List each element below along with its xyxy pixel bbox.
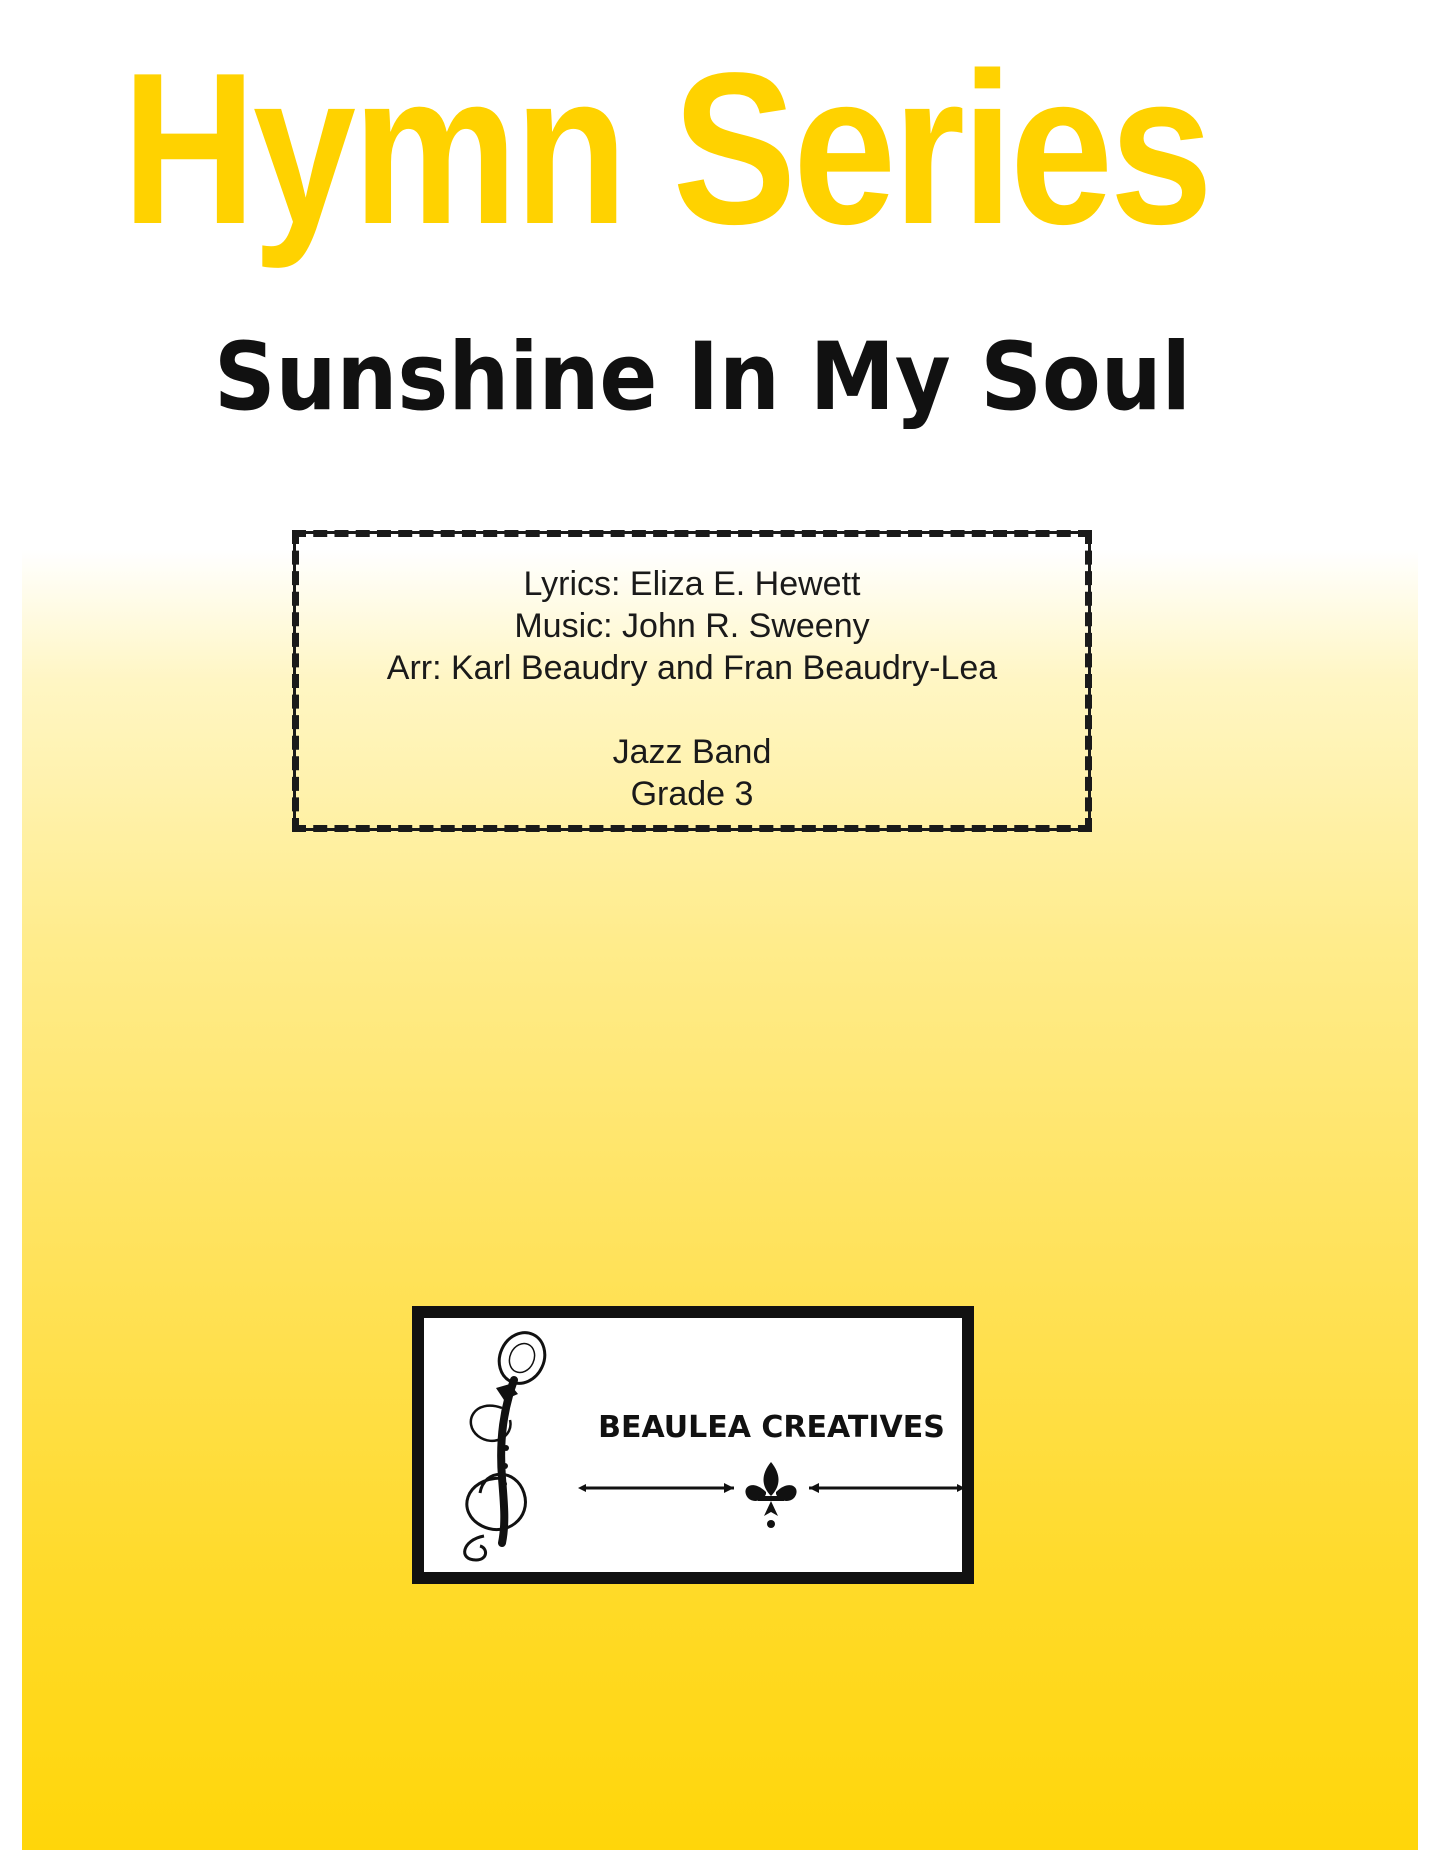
treble-clef-clarinet-icon [444,1328,564,1568]
publisher-name: BEAULEA CREATIVES [598,1410,945,1445]
publisher-logo [412,1306,974,1584]
credits-box [292,530,1092,832]
credit-spacer [299,689,1085,731]
lyrics-credit: Lyrics: Eliza E. Hewett [523,565,861,603]
grade-label: Grade 3 [630,775,754,813]
music-credit: Music: John R. Sweeny [514,607,870,645]
ensemble-label: Jazz Band [612,733,772,771]
fleur-de-lis-icon [574,1456,969,1536]
series-title: Hymn Series [122,27,1210,269]
arranger-credit: Arr: Karl Beaudry and Fran Beaudry-Lea [386,649,998,687]
hymn-title: Sunshine In My Soul [214,323,1191,432]
